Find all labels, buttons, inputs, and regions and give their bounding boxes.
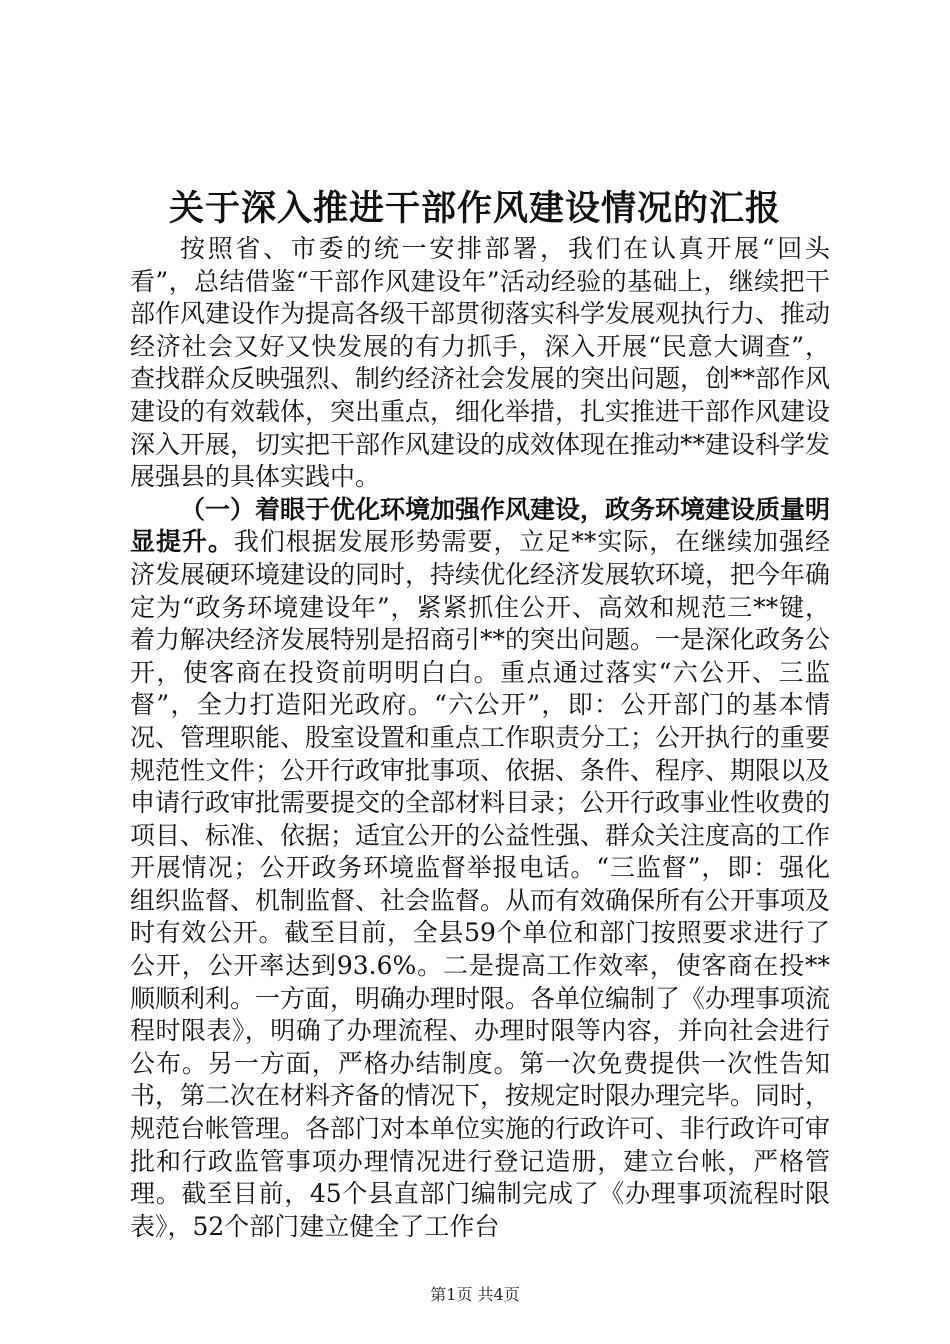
paragraph-text: 我们根据发展形势需要，立足**实际，在继续加强经济发展硬环境建设的同时，持续优化经济发展软环境，把今年确定为“政务环境建设年”，紧紧抓住公开、高效和规范三**键，着力解决经济发展特别是招商引**的突出问题。一是深化政务公开，使客商在投资前明明白白。重点通过落实“六公开、三监督”，全力打造阳光政府。“六公开”，即：公开部门的基本情况、管理职能、股室设置和重点工作职责分工；公开执行的重要规范性文件；公开行政审批事项、依据、条件、程序、期限以及申请行政审批需要提交的全部材料目录；公开行政事业性收费的项目、标准、依据；适宜公开的公益性强、群众关注度高的工作开展情况；公开政务环境监督举报电话。“三监督”，即：强化组织监督、机制监督、社会监督。从而有效确保所有公开事项及时有效公开。截至目前，全县59个单位和部门按照要求进行了公开，公开率达到93.6%。二是提高工作效率，使客商在投**顺顺利利。一方面，明确办理时限。各单位编制了《办理事项流程时限表》，明确了办理流程、办理时限等内容，并向社会进行公布。另一方面，严格办结制度。第一次免费提供一次性告知书，第二次在材料齐备的情况下，按规定时限办理完毕。同时，规范台帐管理。各部门对本单位实施的行政许可、非行政许可审批和行政监管事项办理情况进行登记造册，建立台帐，严格管理。截至目前，45个县直部门编制完成了《办理事项流程时限表》，52个部门建立健全了工作台 — [130, 527, 831, 1241]
paragraph-intro — [130, 233, 830, 494]
paragraph-text: 按照省、市委的统一安排部署，我们在认真开展“回头看”，总结借鉴“干部作风建设年”活动经验的基础上，继续把干部作风建设作为提高各级干部贯彻落实科学发展观执行力、推动经济社会又好又快发展的有力抓手，深入开展“民意大调查”，查找群众反映强烈、制约经济社会发展的突出问题，创**部作风建设的有效载体，突出重点，细化举措，扎实推进干部作风建设深入开展，切实把干部作风建设的成效体现在推动**建设科学发展强县的具体实践中。 — [130, 234, 831, 492]
paragraph-section-1 — [130, 494, 830, 1244]
document-body — [130, 233, 830, 1243]
document-title: 关于深入推进干部作风建设情况的汇报 — [168, 188, 781, 229]
page-footer: 第1页 共4页 — [430, 1285, 520, 1304]
section-heading: （一）着眼于优化环境加强作风建设，政务环境建设质量明显提升。 — [130, 494, 831, 557]
